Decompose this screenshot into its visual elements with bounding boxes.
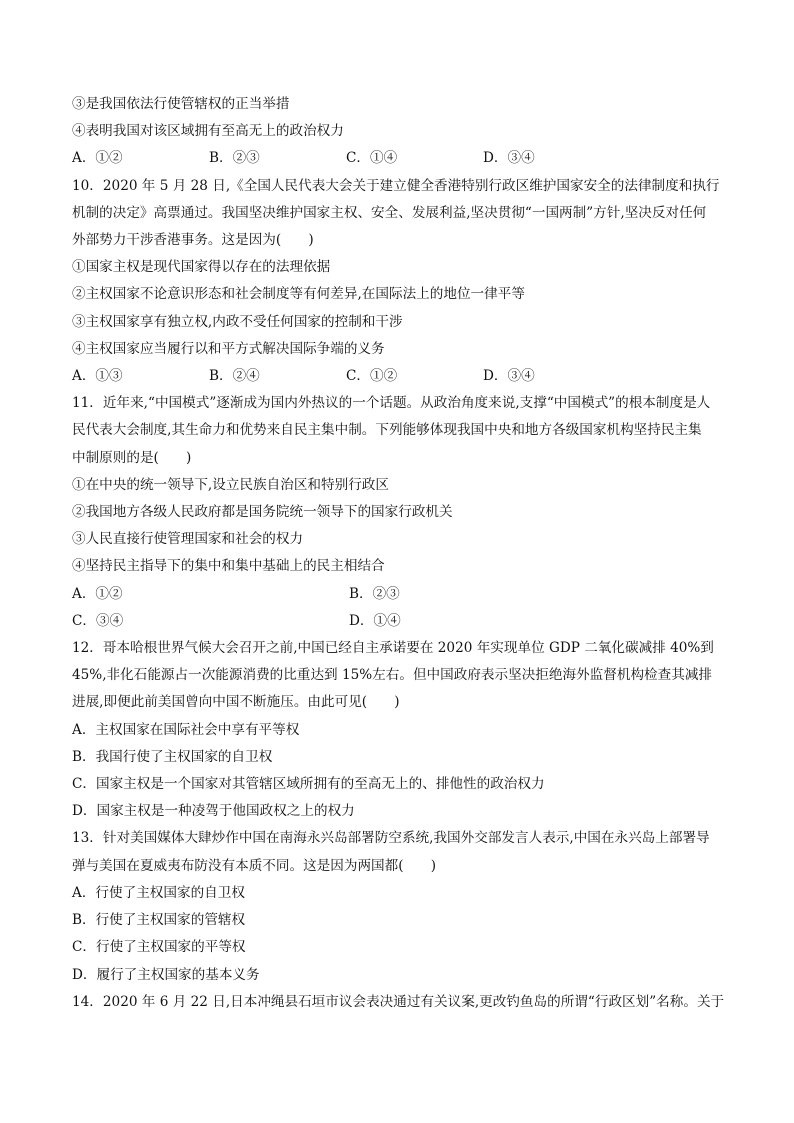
q10-stem-line-1: 10．2020 年 5 月 28 日,《全国人民代表大会关于建立健全香港特别行政区维护国家安全的法律制度和执行: [72, 177, 720, 194]
q11-option-d[interactable]: D．①④: [349, 612, 401, 629]
q13-stem-line-2: 弹与美国在夏威夷布防没有本质不同。这是因为两国都( ): [72, 857, 437, 874]
exam-page: [72, 91, 725, 1016]
q11-stem-line-3: 中制原则的是( ): [72, 449, 192, 466]
q13-option-c[interactable]: C．行使了主权国家的平等权: [72, 939, 246, 956]
q11-option-c[interactable]: C．③④: [72, 612, 124, 629]
q9-option-c[interactable]: C．①④: [346, 150, 398, 167]
q10-option-b[interactable]: B．②④: [209, 368, 260, 385]
q10-option-c[interactable]: C．①②: [346, 368, 398, 385]
q12-stem-line-1: 12．哥本哈根世界气候大会召开之前,中国已经自主承诺要在 2020 年实现单位 GDP 二氧化碳减排 40%到: [72, 640, 714, 657]
q12-option-d[interactable]: D．国家主权是一种凌驾于他国政权之上的权力: [72, 803, 355, 820]
q10-statement-2: ②主权国家不论意识形态和社会制度等有何差异,在国际法上的地位一律平等: [72, 286, 525, 303]
q11-stem-line-1: 11．近年来,“中国模式”逐渐成为国内外热议的一个话题。从政治角度来说,支撑“中国模式”的根本制度是人: [72, 395, 711, 412]
q9-options: [72, 145, 722, 172]
q9-option-b[interactable]: B．②③: [209, 150, 260, 167]
q10-stem-line-2: 机制的决定》高票通过。我国坚决维护国家主权、安全、发展利益,坚决贯彻“一国两制”方针,坚决反对任何: [72, 204, 707, 221]
q11-options-row-2: [72, 608, 722, 635]
q10-statement-4: ④主权国家应当履行以和平方式解决国际争端的义务: [72, 340, 385, 357]
q11-option-a[interactable]: A．①②: [72, 585, 123, 602]
q12-stem-line-3: 进展,即便此前美国曾向中国不断施压。由此可见( ): [72, 694, 400, 711]
q10-statement-1: ①国家主权是现代国家得以存在的法理依据: [72, 259, 331, 276]
q9-option-a[interactable]: A．①②: [72, 150, 123, 167]
q11-options-row-1: [72, 581, 722, 608]
q14-stem-line-1: 14．2020 年 6 月 22 日,日本冲绳县石垣市议会表决通过有关议案,更改钓鱼岛的所谓“行政区划”名称。关于: [72, 993, 725, 1010]
q10-statement-3: ③主权国家享有独立权,内政不受任何国家的控制和干涉: [72, 313, 403, 330]
q10-option-a[interactable]: A．①③: [72, 368, 123, 385]
q12-option-b[interactable]: B．我国行使了主权国家的自卫权: [72, 748, 273, 765]
q10-stem-line-3: 外部势力干涉香港事务。这是因为( ): [72, 232, 314, 249]
q11-option-b[interactable]: B．②③: [349, 585, 400, 602]
q13-option-a[interactable]: A．行使了主权国家的自卫权: [72, 884, 245, 901]
q11-statement-1: ①在中央的统一领导下,设立民族自治区和特别行政区: [72, 476, 389, 493]
q11-statement-4: ④坚持民主指导下的集中和集中基础上的民主相结合: [72, 558, 385, 575]
q9-statement-4: ④表明我国对该区域拥有至高无上的政治权力: [72, 123, 344, 140]
q12-stem-line-2: 45%,非化石能源占一次能源消费的比重达到 15%左右。但中国政府表示坚决拒绝海外监督机构检查其减排: [72, 667, 713, 684]
q12-option-c[interactable]: C．国家主权是一个国家对其管辖区域所拥有的至高无上的、排他性的政治权力: [72, 776, 545, 793]
q13-option-b[interactable]: B．行使了主权国家的管辖权: [72, 912, 246, 929]
q11-statement-3: ③人民直接行使管理国家和社会的权力: [72, 531, 304, 548]
q10-options: [72, 363, 722, 390]
q11-statement-2: ②我国地方各级人民政府都是国务院统一领导下的国家行政机关: [72, 504, 453, 521]
q10-option-d[interactable]: D．③④: [483, 368, 535, 385]
q12-option-a[interactable]: A．主权国家在国际社会中享有平等权: [72, 721, 300, 738]
q11-stem-line-2: 民代表大会制度,其生命力和优势来自民主集中制。下列能够体现我国中央和地方各级国家机构坚持民主集: [72, 422, 702, 439]
q9-statement-3: ③是我国依法行使管辖权的正当举措: [72, 96, 290, 112]
q13-stem-line-1: 13．针对美国媒体大肆炒作中国在南海永兴岛部署防空系统,我国外交部发言人表示,中国在永兴岛上部署导: [72, 830, 710, 847]
q13-option-d[interactable]: D．履行了主权国家的基本义务: [72, 966, 260, 983]
q9-option-d[interactable]: D．③④: [483, 150, 535, 167]
